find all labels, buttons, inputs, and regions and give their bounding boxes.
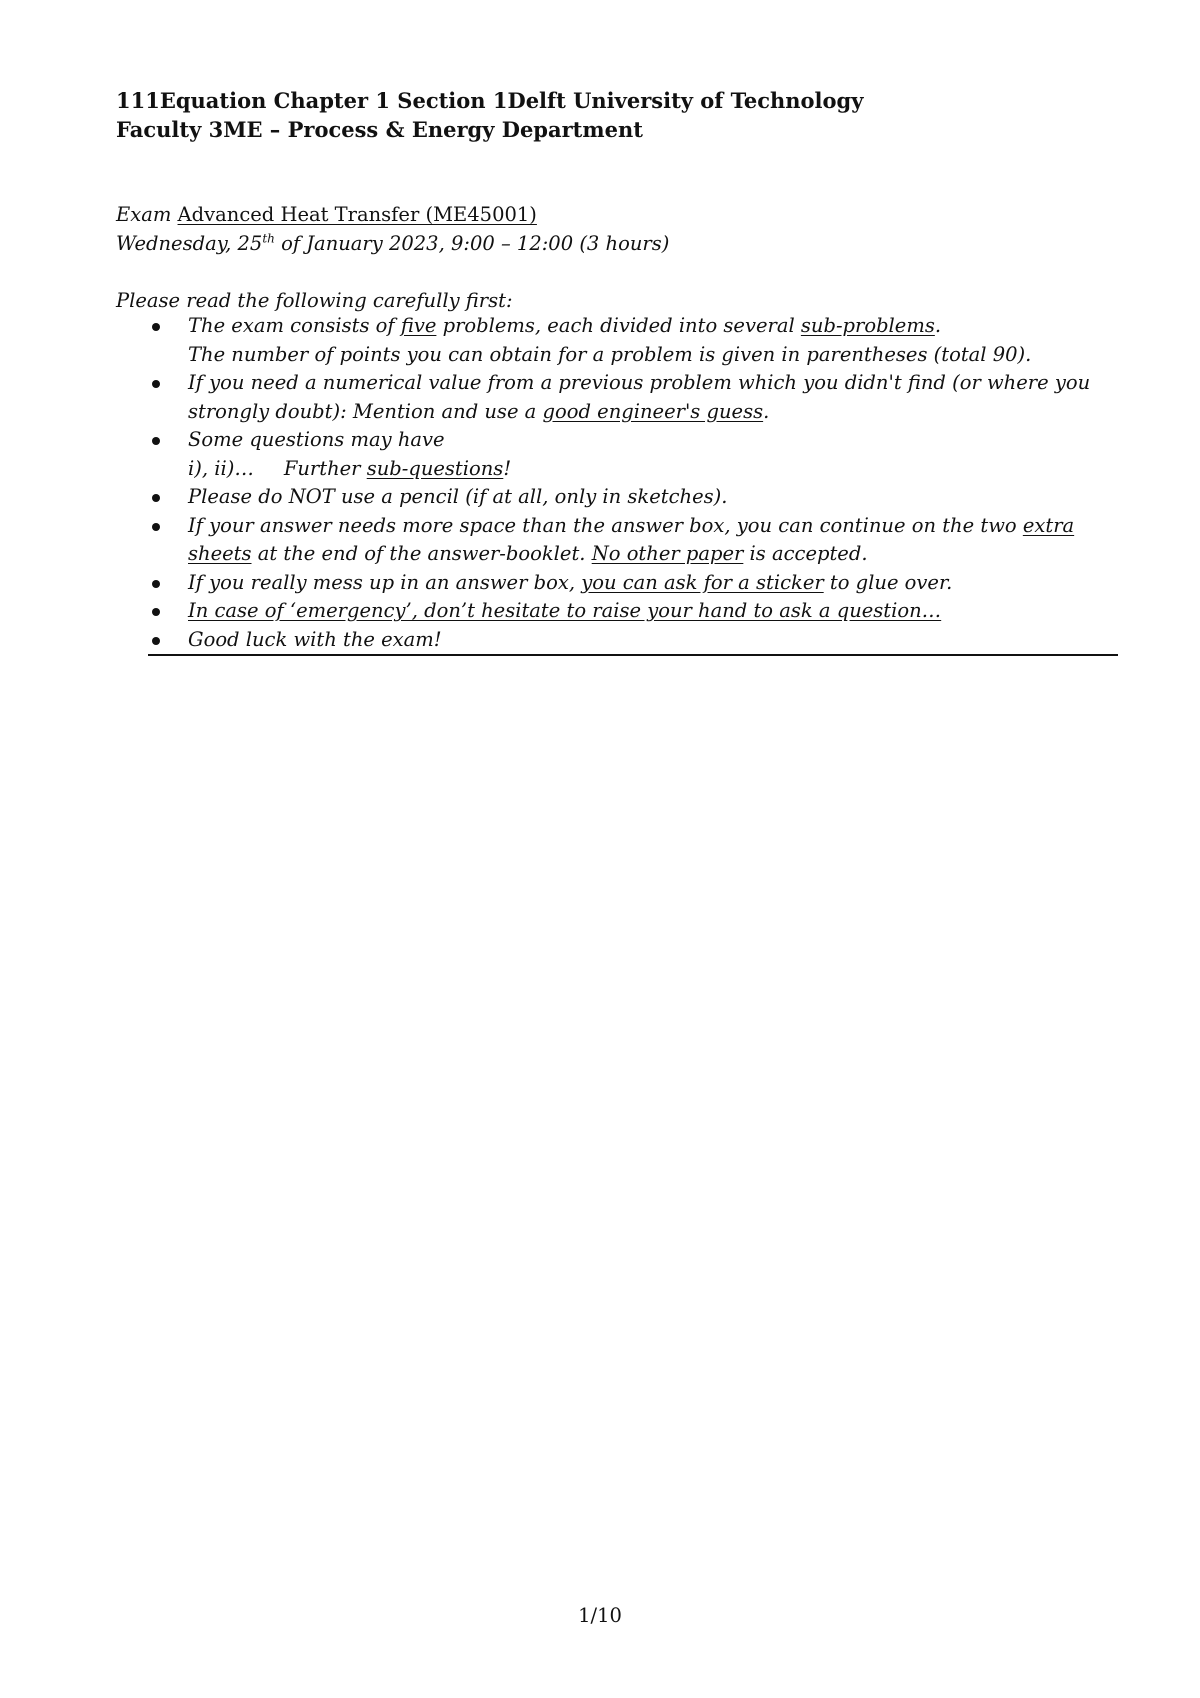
- list-item: [146, 426, 1118, 483]
- instruction-text: Further: [283, 456, 367, 480]
- list-item: [146, 626, 1118, 655]
- instruction-text: Some questions may have: [188, 428, 445, 451]
- exam-date-end: of January 2023, 9:00 – 12:00 (3 hours): [274, 232, 670, 255]
- instruction-text: If you need a numerical value from a previous problem which you didn't find (or where you strongly doubt): Mention and use a: [188, 371, 1091, 423]
- instruction-text: at the end of the answer-booklet.: [251, 542, 592, 565]
- bullet-icon: [152, 580, 160, 588]
- instruction-emphasis: In case of ‘emergency’, don’t hesitate to raise your hand to ask a question…: [188, 599, 942, 622]
- instructions-list: [146, 312, 1118, 654]
- list-item: [146, 512, 1118, 569]
- bullet-icon: [152, 637, 160, 645]
- page-number: 1/10: [578, 1604, 622, 1627]
- list-item: [146, 312, 1118, 369]
- horizontal-rule: [148, 654, 1118, 656]
- bullet-icon: [152, 494, 160, 502]
- header-institution: 111Equation Chapter 1 Section 1Delft University of Technology: [116, 88, 864, 113]
- instruction-emphasis: extra sheets: [188, 513, 1075, 565]
- header-faculty: Faculty 3ME – Process & Energy Department: [116, 117, 643, 142]
- instruction-text: problems, each divided into several: [436, 314, 801, 337]
- instruction-emphasis: you can ask for a sticker: [581, 570, 824, 594]
- exam-date-superscript: th: [262, 231, 275, 246]
- bullet-icon: [152, 608, 160, 616]
- bullet-icon: [152, 437, 160, 445]
- instruction-emphasis: five: [400, 314, 437, 337]
- bullet-icon: [152, 523, 160, 531]
- instruction-emphasis: No other paper: [591, 542, 744, 565]
- instruction-emphasis: sub-problems: [800, 314, 935, 337]
- instruction-emphasis: sub-questions: [366, 456, 504, 480]
- instruction-text: is accepted.: [743, 542, 868, 565]
- exam-title-line: [116, 200, 669, 229]
- document-header: [116, 86, 863, 144]
- exam-date-start: Wednesday, 25: [116, 232, 263, 255]
- list-item: [146, 369, 1118, 426]
- instruction-text: i), ii)…: [188, 456, 254, 480]
- exam-date-line: [116, 229, 669, 258]
- instruction-emphasis: good engineer's guess: [542, 399, 764, 423]
- instruction-text: Please do NOT use a pencil (if at all, only in sketches).: [188, 485, 728, 508]
- exam-info: [116, 200, 669, 258]
- instruction-text: to glue over.: [823, 570, 953, 594]
- instruction-text: The exam consists of: [188, 314, 401, 337]
- bullet-icon: [152, 380, 160, 388]
- exam-prefix: Exam: [116, 203, 178, 226]
- instruction-text: .: [763, 399, 770, 423]
- list-item: [146, 597, 1118, 626]
- list-item: [146, 569, 1118, 598]
- instructions-intro: Please read the following carefully first:: [116, 289, 513, 312]
- bullet-icon: [152, 323, 160, 331]
- instruction-text: The number of points you can obtain for a problem is given in parentheses (total 90).: [188, 342, 1032, 366]
- instruction-text: .: [934, 314, 942, 337]
- list-item: [146, 483, 1118, 512]
- instruction-text: If your answer needs more space than the answer box, you can continue on the two: [188, 513, 1023, 537]
- instruction-text: If you really mess up in an answer box,: [188, 570, 582, 594]
- course-name: Advanced Heat Transfer (ME45001): [177, 203, 537, 226]
- instruction-text: Good luck with the exam!: [188, 627, 442, 651]
- instruction-text: !: [503, 456, 512, 480]
